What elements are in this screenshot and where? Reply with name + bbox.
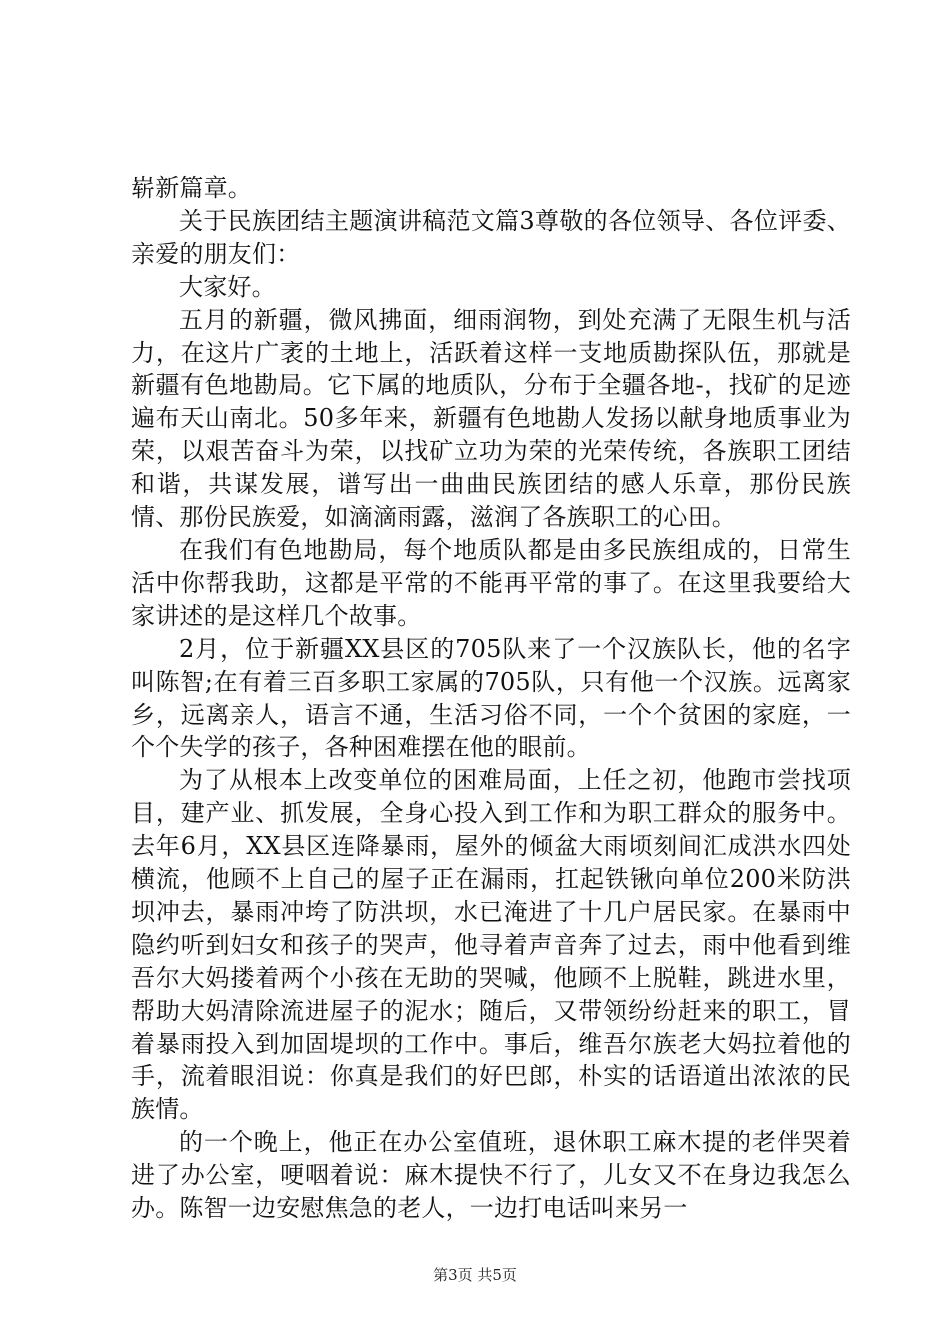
paragraph: 为了从根本上改变单位的困难局面，上任之初，他跑市尝找项目，建产业、抓发展，全身心投入到工作和为职工群众的服务中。去年6月，XX县区连降暴雨，屋外的倾盆大雨顷刻间汇成洪水四处横流，他顾不上自己的屋子正在漏雨，扛起铁锹向单位200米防洪坝冲去，暴雨冲垮了防洪坝，水已淹进了十几户居民家。在暴雨中隐约听到妇女和孩子的哭声，他寻着声音奔了过去，雨中他看到维吾尔大妈搂着两个小孩在无助的哭喊，他顾不上脱鞋，跳进水里，帮助大妈清除流进屋子的泥水；随后，又带领纷纷赶来的职工，冒着暴雨投入到加固堤坝的工作中。事后，维吾尔族老大妈拉着他的手，流着眼泪说：你真是我们的好巴郎，朴实的话语道出浓浓的民族情。 [131,766,851,1124]
paragraph: 在我们有色地勘局，每个地质队都是由多民族组成的，日常生活中你帮我助，这都是平常的不能再平常的事了。在这里我要给大家讲述的是这样几个故事。 [131,535,851,630]
paragraph: 的一个晚上，他正在办公室值班，退休职工麻木提的老伴哭着进了办公室，哽咽着说：麻木提快不行了，儿女又不在身边我怎么办。陈智一边安慰焦急的老人，一边打电话叫来另一 [131,1128,851,1223]
paragraph: 大家好。 [179,272,276,301]
page-footer: 第3页 共5页 [433,1266,517,1284]
paragraph: 崭新篇章。 [131,174,252,202]
document-body [131,172,851,1225]
paragraph: 五月的新疆，微风拂面，细雨润物，到处充满了无限生机与活力，在这片广袤的土地上，活跃着这样一支地质勘探队伍，那就是新疆有色地勘局。它下属的地质队，分布于全疆各地-，找矿的足迹遍布天山南北。50多年来，新疆有色地勘人发扬以献身地质事业为荣，以艰苦奋斗为荣，以找矿立功为荣的光荣传统，各族职工团结和谐，共谋发展，谱写出一曲曲民族团结的感人乐章，那份民族情、那份民族爱，如滴滴雨露，滋润了各族职工的心田。 [131,305,851,532]
paragraph: 关于民族团结主题演讲稿范文篇3尊敬的各位领导、各位评委、亲爱的朋友们： [131,206,851,268]
paragraph: 2月，位于新疆XX县区的705队来了一个汉族队长，他的名字叫陈智;在有着三百多职工家属的705队，只有他一个汉族。远离家乡，远离亲人，语言不通，生活习俗不同，一个个贫困的家庭，一个个失学的孩子，各种困难摆在他的眼前。 [131,634,851,762]
